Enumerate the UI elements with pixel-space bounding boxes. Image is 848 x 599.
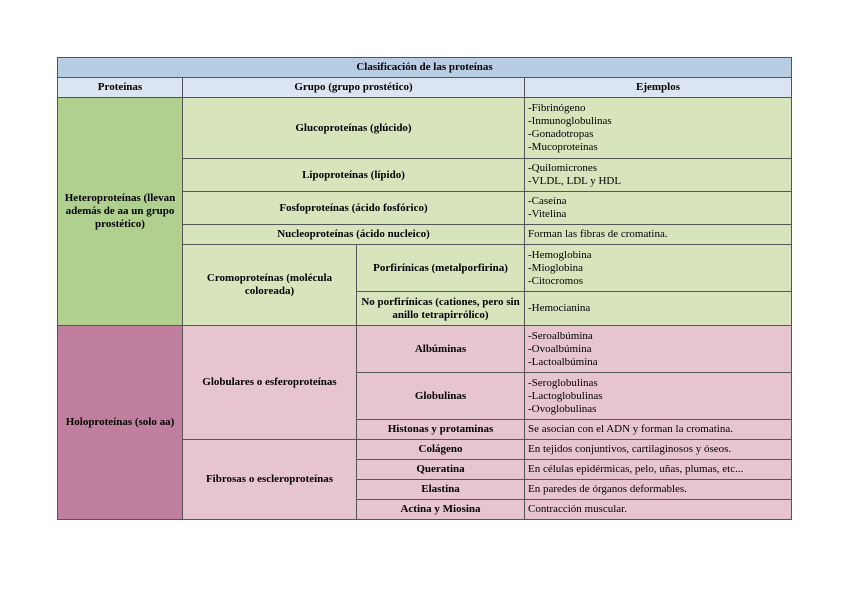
- globulinas-examples: [525, 373, 792, 420]
- example-item: En células epidérmicas, pelo, uñas, plumas, etc...: [528, 463, 744, 475]
- colageno-cell: Colágeno: [357, 440, 525, 460]
- nucleoproteinas-examples: [525, 225, 792, 245]
- example-item: -Seroalbúmina: [528, 329, 593, 342]
- colageno-examples: [525, 440, 792, 460]
- fosfoproteinas-examples: [525, 192, 792, 225]
- queratina-examples: [525, 460, 792, 480]
- elastina-cell: Elastina: [357, 480, 525, 500]
- example-item: -Hemocianina: [528, 302, 591, 314]
- actina-miosina-cell: Actina y Miosina: [357, 500, 525, 520]
- heteroproteinas-cell: Heteroproteínas (llevan además de aa un grupo prostético): [58, 98, 183, 326]
- cromoproteinas-cell: Cromoproteínas (molécula coloreada): [183, 245, 357, 326]
- lipoproteinas-examples: [525, 159, 792, 192]
- glucoproteinas-examples: [525, 98, 792, 159]
- globulares-cell: Globulares o esferoproteínas: [183, 326, 357, 440]
- example-item: -Ovoglobulinas: [528, 402, 597, 415]
- example-item: -Seroglobulinas: [528, 376, 598, 389]
- no-porfirinicas-examples: [525, 292, 792, 326]
- example-item: -Citocromos: [528, 274, 583, 287]
- header-ejemplos: Ejemplos: [525, 78, 792, 98]
- porfirinicas-examples: [525, 245, 792, 292]
- example-item: -Mioglobina: [528, 261, 583, 274]
- example-item: -Lactoglobulinas: [528, 389, 603, 402]
- example-item: Se asocian con el ADN y forman la cromatina.: [528, 423, 733, 435]
- fibrosas-cell: Fibrosas o escleroproteínas: [183, 440, 357, 520]
- queratina-cell: Queratina: [357, 460, 525, 480]
- no-porfirinicas-cell: No porfirínicas (cationes, pero sin anillo tetrapirrólico): [357, 292, 525, 326]
- example-item: -Lactoalbúmina: [528, 355, 598, 368]
- lipoproteinas-cell: Lipoproteínas (lípido): [183, 159, 525, 192]
- table-title: Clasificación de las proteínas: [58, 58, 792, 78]
- histonas-examples: [525, 420, 792, 440]
- albuminas-cell: Albúminas: [357, 326, 525, 373]
- example-item: -Caseína: [528, 195, 567, 207]
- example-item: Contracción muscular.: [528, 503, 627, 515]
- example-item: -Inmunoglobulinas: [528, 115, 612, 127]
- nucleoproteinas-cell: Nucleoproteínas (ácido nucleico): [183, 225, 525, 245]
- example-item: -Gonadotropas: [528, 128, 594, 140]
- porfirinicas-cell: Porfirínicas (metalporfirina): [357, 245, 525, 292]
- example-item: -Ovoalbúmina: [528, 342, 592, 355]
- header-proteinas: Proteínas: [58, 78, 183, 98]
- globulinas-cell: Globulinas: [357, 373, 525, 420]
- holoproteinas-cell: Holoproteínas (solo aa): [58, 326, 183, 520]
- example-item: -Vitelina: [528, 208, 567, 220]
- actina-miosina-examples: [525, 500, 792, 520]
- histonas-cell: Histonas y protaminas: [357, 420, 525, 440]
- example-item: En paredes de órganos deformables.: [528, 483, 687, 495]
- example-item: En tejidos conjuntivos, cartilaginosos y óseos.: [528, 443, 732, 455]
- example-item: -Hemoglobina: [528, 248, 592, 261]
- albuminas-examples: [525, 326, 792, 373]
- example-item: -Fibrinógeno: [528, 102, 586, 114]
- elastina-examples: [525, 480, 792, 500]
- header-grupo: Grupo (grupo prostético): [183, 78, 525, 98]
- example-item: Forman las fibras de cromatina.: [528, 228, 668, 240]
- glucoproteinas-cell: Glucoproteínas (glúcido): [183, 98, 525, 159]
- example-item: -Quilomicrones: [528, 162, 598, 174]
- example-item: -Mucoproteínas: [528, 141, 598, 153]
- proteins-classification-table: [57, 57, 792, 520]
- example-item: -VLDL, LDL y HDL: [528, 175, 622, 187]
- fosfoproteinas-cell: Fosfoproteínas (ácido fosfórico): [183, 192, 525, 225]
